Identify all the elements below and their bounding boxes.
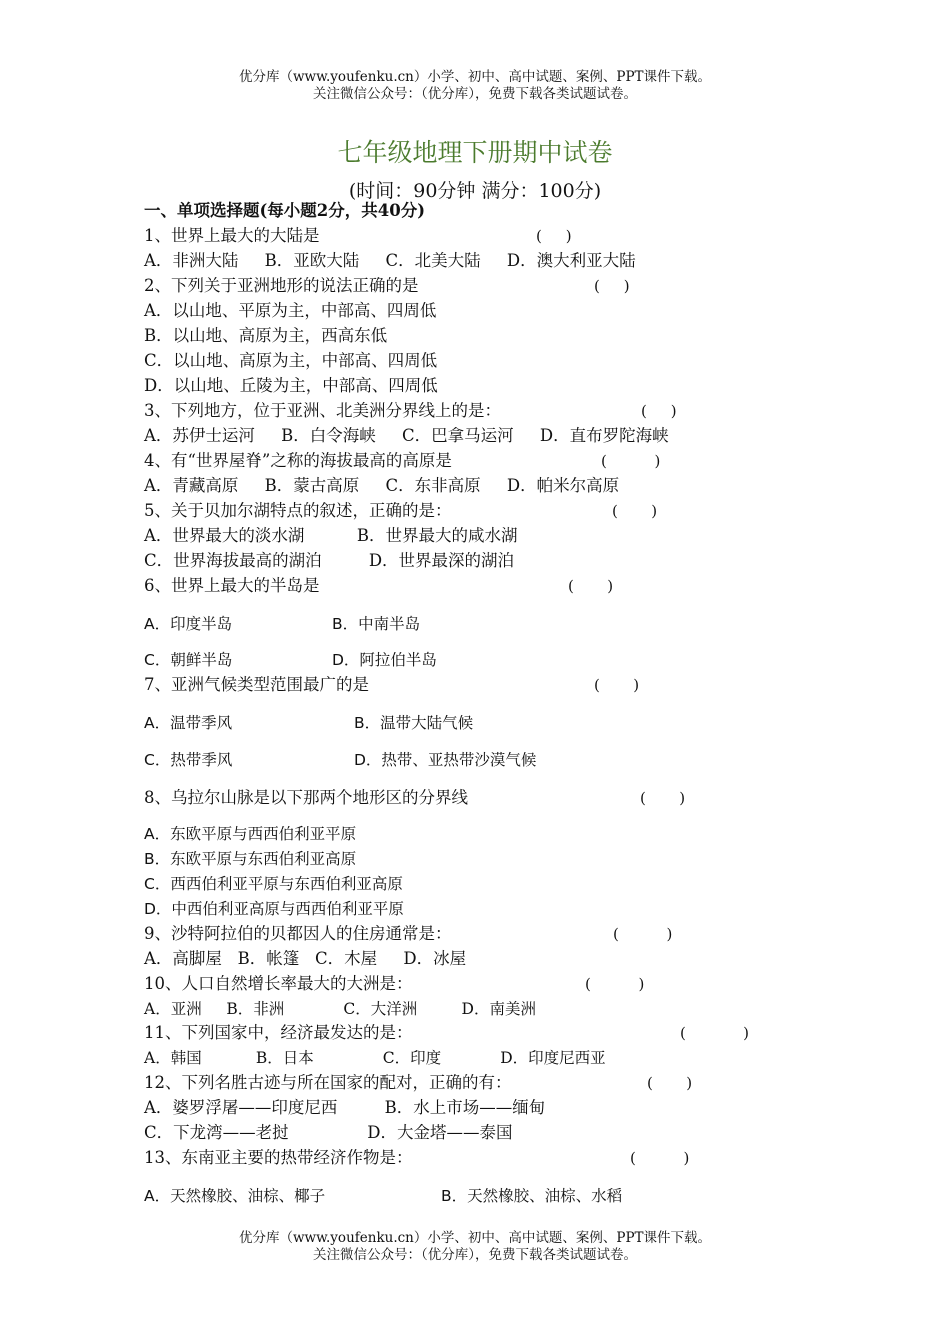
option-line: D．以山地、丘陵为主，中部高、四周低	[144, 376, 438, 395]
answer-paren: ( )	[640, 789, 686, 807]
question-stem: 3、下列地方，位于亚洲、北美洲分界线上的是：	[144, 401, 501, 420]
option-line: A．世界最大的淡水湖 B．世界最大的咸水湖	[144, 526, 518, 545]
option-line: A．非洲大陆 B．亚欧大陆 C．北美大陆 D．澳大利亚大陆	[144, 251, 636, 270]
page-footer	[0, 1230, 950, 1264]
option-a: A．印度半岛	[144, 615, 233, 633]
option-line: A．以山地、平原为主，中部高、四周低	[144, 301, 437, 320]
option-b: B．天然橡胶、油棕、水稻	[441, 1187, 623, 1205]
option-d: D．热带、亚热带沙漠气候	[354, 751, 537, 769]
option-line: C．下龙湾——老挝 D．大金塔——泰国	[144, 1123, 513, 1142]
option-line: C．世界海拔最高的湖泊 D．世界最深的湖泊	[144, 551, 515, 570]
option-a: A．温带季风	[144, 714, 233, 732]
option-line: A．东欧平原与西西伯利亚平原	[144, 825, 357, 843]
answer-paren: ( )	[647, 1074, 693, 1092]
question-stem: 2、下列关于亚洲地形的说法正确的是	[144, 276, 419, 295]
option-line: B．东欧平原与东西伯利亚高原	[144, 850, 357, 868]
option-d: D．阿拉伯半岛	[332, 651, 437, 669]
option-b: B．温带大陆气候	[354, 714, 474, 732]
footer-line-1: 优分库（www.youfenku.cn）小学、初中、高中试题、案例、PPT课件下载。	[238, 1230, 712, 1246]
question-stem: 5、关于贝加尔湖特点的叙述，正确的是：	[144, 501, 452, 520]
option-line: C．以山地、高原为主，中部高、四周低	[144, 351, 438, 370]
answer-paren: ( )	[594, 676, 640, 694]
answer-paren: ( )	[585, 975, 645, 993]
option-a: A．天然橡胶、油棕、椰子	[144, 1187, 326, 1205]
option-line: A．亚洲 B．非洲 C．大洋洲 D．南美洲	[144, 1000, 536, 1018]
question-stem: 9、沙特阿拉伯的贝都因人的住房通常是：	[144, 924, 452, 943]
answer-paren: ( )	[536, 227, 572, 245]
page-header	[0, 69, 950, 103]
option-line: C．西西伯利亚平原与东西伯利亚高原	[144, 875, 403, 893]
option-line: A．苏伊士运河 B．白令海峡 C．巴拿马运河 D．直布罗陀海峡	[144, 426, 669, 445]
question-stem: 11、下列国家中，经济最发达的是：	[144, 1023, 413, 1042]
question-stem: 12、下列名胜古迹与所在国家的配对，正确的有：	[144, 1073, 512, 1092]
footer-line-2: 关注微信公众号：（优分库），免费下载各类试题试卷。	[313, 1247, 637, 1263]
header-line-1: 优分库（www.youfenku.cn）小学、初中、高中试题、案例、PPT课件下载。	[238, 69, 712, 85]
section-heading: 一、单项选择题(每小题2分，共40分)	[144, 201, 426, 220]
option-line: A．婆罗浮屠——印度尼西 B．水上市场——缅甸	[144, 1098, 546, 1117]
question-stem: 1、世界上最大的大陆是	[144, 226, 320, 245]
option-line: B．以山地、高原为主，西高东低	[144, 326, 388, 345]
header-line-2: 关注微信公众号：（优分库），免费下载各类试题试卷。	[313, 86, 637, 102]
option-line: A．高脚屋 B．帐篷 C．木屋 D．冰屋	[144, 949, 467, 968]
question-stem: 8、乌拉尔山脉是以下那两个地形区的分界线	[144, 788, 468, 807]
answer-paren: ( )	[612, 502, 658, 520]
question-stem: 10、人口自然增长率最大的大洲是：	[144, 974, 413, 993]
answer-paren: ( )	[594, 277, 630, 295]
answer-paren: ( )	[568, 577, 614, 595]
question-stem: 7、亚洲气候类型范围最广的是	[144, 675, 369, 694]
answer-paren: ( )	[630, 1149, 690, 1167]
question-stem: 13、东南亚主要的热带经济作物是：	[144, 1148, 413, 1167]
exam-title: 七年级地理下册期中试卷	[337, 138, 613, 167]
option-line: A．韩国 B．日本 C．印度 D．印度尼西亚	[144, 1049, 606, 1067]
question-stem: 6、世界上最大的半岛是	[144, 576, 320, 595]
option-line: D．中西伯利亚高原与西西伯利亚平原	[144, 900, 404, 918]
exam-subtitle: (时间：90分钟 满分：100分)	[348, 180, 602, 202]
question-stem: 4、有“世界屋脊”之称的海拔最高的高原是	[144, 451, 452, 470]
answer-paren: ( )	[613, 925, 673, 943]
answer-paren: ( )	[641, 402, 677, 420]
answer-paren: ( )	[680, 1024, 749, 1042]
option-b: B．中南半岛	[332, 615, 421, 633]
answer-paren: ( )	[601, 452, 661, 470]
option-line: A．青藏高原 B．蒙古高原 C．东非高原 D．帕米尔高原	[144, 476, 620, 495]
option-c: C．朝鲜半岛	[144, 651, 233, 669]
option-c: C．热带季风	[144, 751, 233, 769]
